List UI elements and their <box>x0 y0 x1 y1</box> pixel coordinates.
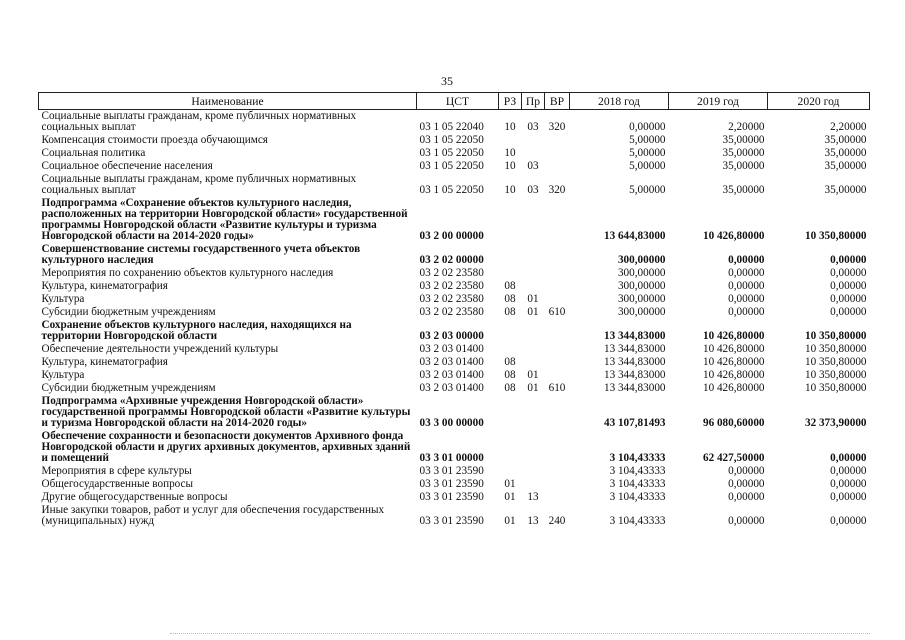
row-value-2018: 3 104,43333 <box>609 491 666 503</box>
row-value-2018: 13 344,83000 <box>603 356 666 368</box>
row-vr <box>545 465 570 478</box>
row-name: Сохранение объектов культурного наследия, находящихся на территории Новгородской области <box>41 319 352 342</box>
row-name: Совершенствование системы государственного учета объектов культурного наследия <box>41 243 361 266</box>
row-name: Социальная политика <box>41 147 146 159</box>
row-name: Общегосударственные вопросы <box>41 478 194 490</box>
table-row <box>39 319 870 343</box>
row-value-2020: 0,00000 <box>830 267 867 279</box>
table-row <box>39 243 870 267</box>
col-header-2020: 2020 год <box>768 93 870 110</box>
row-cst: 03 2 02 00000 <box>419 254 484 266</box>
row-vr <box>545 395 570 430</box>
row-value-2019: 2,20000 <box>728 121 765 133</box>
row-pr: 03 <box>527 184 539 196</box>
row-pr: 01 <box>527 382 539 394</box>
row-vr: 610 <box>548 306 566 318</box>
row-rz: 10 <box>504 121 516 133</box>
row-cst: 03 2 02 23580 <box>419 293 484 305</box>
row-rz: 08 <box>504 306 516 318</box>
row-value-2020: 0,00000 <box>830 478 867 490</box>
row-value-2018: 43 107,81493 <box>603 417 666 429</box>
row-pr: 01 <box>527 369 539 381</box>
table-row <box>39 491 870 504</box>
row-rz: 01 <box>504 491 516 503</box>
row-pr <box>522 280 545 293</box>
table-row <box>39 504 870 528</box>
table-row <box>39 356 870 369</box>
row-vr <box>545 319 570 343</box>
table-row <box>39 134 870 147</box>
row-vr <box>545 293 570 306</box>
col-header-name: Наименование <box>39 93 417 110</box>
table-row <box>39 197 870 243</box>
table-header-row <box>39 93 870 110</box>
table-row <box>39 465 870 478</box>
row-value-2020: 10 350,80000 <box>804 369 867 381</box>
row-rz: 10 <box>504 184 516 196</box>
col-header-cst: ЦСТ <box>417 93 499 110</box>
row-rz: 10 <box>504 147 516 159</box>
row-pr <box>522 147 545 160</box>
row-name: Субсидии бюджетным учреждениям <box>41 306 216 318</box>
row-vr <box>545 369 570 382</box>
row-name: Компенсация стоимости проезда обучающимся <box>41 134 268 146</box>
row-value-2019: 96 080,60000 <box>702 417 765 429</box>
row-pr <box>522 356 545 369</box>
row-name: Культура, кинематография <box>41 280 168 292</box>
row-pr: 13 <box>527 491 539 503</box>
row-name: Другие общегосударственные вопросы <box>41 491 228 503</box>
table-row <box>39 267 870 280</box>
row-value-2020: 10 350,80000 <box>804 343 867 355</box>
row-value-2020: 0,00000 <box>830 306 867 318</box>
row-rz <box>499 243 522 267</box>
row-vr <box>545 134 570 147</box>
row-rz <box>499 430 522 465</box>
row-value-2019: 0,00000 <box>728 267 765 279</box>
row-name: Мероприятия по сохранению объектов культурного наследия <box>41 267 334 279</box>
row-value-2018: 300,00000 <box>617 254 666 266</box>
row-value-2020: 10 350,80000 <box>804 382 867 394</box>
row-value-2020: 0,00000 <box>830 452 867 464</box>
row-name: Культура <box>41 293 85 305</box>
row-value-2020: 2,20000 <box>830 121 867 133</box>
table-row <box>39 343 870 356</box>
row-rz <box>499 343 522 356</box>
row-value-2019: 0,00000 <box>728 306 765 318</box>
table-row <box>39 293 870 306</box>
row-pr: 01 <box>527 293 539 305</box>
row-value-2018: 3 104,43333 <box>609 515 666 527</box>
row-value-2020: 0,00000 <box>830 293 867 305</box>
row-name: Культура <box>41 369 85 381</box>
row-pr <box>522 395 545 430</box>
row-rz: 08 <box>504 280 516 292</box>
row-value-2018: 3 104,43333 <box>609 465 666 477</box>
row-vr <box>545 267 570 280</box>
row-value-2020: 32 373,90000 <box>804 417 867 429</box>
row-value-2018: 13 344,83000 <box>603 330 666 342</box>
row-vr <box>545 430 570 465</box>
row-rz: 08 <box>504 369 516 381</box>
row-cst: 03 2 03 01400 <box>419 382 484 394</box>
row-pr <box>522 243 545 267</box>
row-pr <box>522 197 545 243</box>
row-value-2019: 0,00000 <box>728 491 765 503</box>
table-row <box>39 395 870 430</box>
row-value-2020: 35,00000 <box>824 134 867 146</box>
row-vr <box>545 243 570 267</box>
row-value-2018: 5,00000 <box>629 160 666 172</box>
row-value-2019: 0,00000 <box>728 515 765 527</box>
row-rz <box>499 395 522 430</box>
col-header-rz: РЗ <box>499 93 522 110</box>
row-value-2020: 35,00000 <box>824 160 867 172</box>
row-value-2020: 0,00000 <box>830 491 867 503</box>
row-pr <box>522 465 545 478</box>
row-vr: 320 <box>548 121 566 133</box>
row-vr <box>545 491 570 504</box>
row-pr <box>522 343 545 356</box>
row-cst: 03 1 05 22050 <box>419 134 484 146</box>
row-pr: 03 <box>527 121 539 133</box>
row-cst: 03 2 03 00000 <box>419 330 484 342</box>
row-cst: 03 1 05 22050 <box>419 147 484 159</box>
row-value-2019: 10 426,80000 <box>702 356 765 368</box>
col-header-pr: Пр <box>522 93 545 110</box>
row-value-2019: 35,00000 <box>722 147 765 159</box>
row-vr <box>545 197 570 243</box>
row-value-2020: 0,00000 <box>830 515 867 527</box>
row-value-2018: 5,00000 <box>629 147 666 159</box>
row-name: Социальные выплаты гражданам, кроме публичных нормативных социальных выплат <box>41 110 357 133</box>
row-value-2018: 0,00000 <box>629 121 666 133</box>
row-pr <box>522 430 545 465</box>
row-name: Иные закупки товаров, работ и услуг для обеспечения государственных (муниципальных) нужд <box>41 504 385 527</box>
row-value-2018: 3 104,43333 <box>609 478 666 490</box>
row-pr <box>522 267 545 280</box>
col-header-2018: 2018 год <box>570 93 669 110</box>
row-value-2019: 0,00000 <box>728 254 765 266</box>
row-name: Социальное обеспечение населения <box>41 160 213 172</box>
row-pr <box>522 478 545 491</box>
row-cst: 03 2 02 23580 <box>419 267 484 279</box>
row-value-2020: 35,00000 <box>824 147 867 159</box>
row-vr <box>545 160 570 173</box>
row-cst: 03 3 01 23590 <box>419 491 484 503</box>
row-value-2018: 13 344,83000 <box>603 382 666 394</box>
row-value-2019: 10 426,80000 <box>702 369 765 381</box>
col-header-vr: ВР <box>545 93 570 110</box>
row-pr: 01 <box>527 306 539 318</box>
row-value-2018: 13 644,83000 <box>603 230 666 242</box>
row-cst: 03 1 05 22040 <box>419 121 484 133</box>
row-name: Подпрограмма «Архивные учреждения Новгородской области» государственной программы Новгородской области «Развитие культуры и туризма Новгородской области на 2014-2020 годы» <box>41 395 411 429</box>
row-vr: 610 <box>548 382 566 394</box>
row-value-2020: 0,00000 <box>830 254 867 266</box>
table-row <box>39 430 870 465</box>
row-value-2020: 0,00000 <box>830 465 867 477</box>
table-row <box>39 382 870 395</box>
budget-table <box>38 92 870 528</box>
row-cst: 03 2 00 00000 <box>419 230 484 242</box>
row-value-2018: 3 104,43333 <box>609 452 666 464</box>
row-value-2018: 5,00000 <box>629 134 666 146</box>
row-vr: 320 <box>548 184 566 196</box>
row-value-2019: 10 426,80000 <box>702 230 765 242</box>
row-value-2020: 10 350,80000 <box>804 230 867 242</box>
row-value-2019: 10 426,80000 <box>702 382 765 394</box>
row-value-2019: 35,00000 <box>722 184 765 196</box>
row-rz: 01 <box>504 515 516 527</box>
row-cst: 03 1 05 22050 <box>419 184 484 196</box>
row-cst: 03 2 02 23580 <box>419 306 484 318</box>
row-value-2020: 0,00000 <box>830 280 867 292</box>
row-cst: 03 3 01 23590 <box>419 478 484 490</box>
row-rz: 10 <box>504 160 516 172</box>
row-rz: 08 <box>504 382 516 394</box>
row-value-2019: 10 426,80000 <box>702 343 765 355</box>
row-rz <box>499 197 522 243</box>
row-value-2018: 13 344,83000 <box>603 369 666 381</box>
row-value-2020: 10 350,80000 <box>804 356 867 368</box>
row-name: Субсидии бюджетным учреждениям <box>41 382 216 394</box>
table-body <box>39 110 870 529</box>
row-rz <box>499 465 522 478</box>
row-vr <box>545 343 570 356</box>
row-pr <box>522 319 545 343</box>
row-value-2018: 300,00000 <box>617 280 666 292</box>
table-row <box>39 280 870 293</box>
row-value-2019: 0,00000 <box>728 280 765 292</box>
row-value-2019: 62 427,50000 <box>702 452 765 464</box>
table-row <box>39 147 870 160</box>
row-vr: 240 <box>548 515 566 527</box>
row-value-2019: 35,00000 <box>722 134 765 146</box>
page-number: 35 <box>441 74 453 88</box>
row-value-2018: 300,00000 <box>617 267 666 279</box>
row-vr <box>545 147 570 160</box>
row-pr <box>522 134 545 147</box>
row-name: Обеспечение деятельности учреждений культуры <box>41 343 279 355</box>
row-name: Обеспечение сохранности и безопасности документов Архивного фонда Новгородской области и других архивных документов, архивных зданий и помещений <box>41 430 411 464</box>
row-pr: 13 <box>527 515 539 527</box>
row-value-2018: 13 344,83000 <box>603 343 666 355</box>
row-rz: 08 <box>504 293 516 305</box>
row-rz: 08 <box>504 356 516 368</box>
row-cst: 03 2 03 01400 <box>419 343 484 355</box>
row-vr <box>545 356 570 369</box>
scan-artifact-line <box>170 633 870 636</box>
col-header-2019: 2019 год <box>669 93 768 110</box>
row-value-2020: 10 350,80000 <box>804 330 867 342</box>
row-name: Социальные выплаты гражданам, кроме публичных нормативных социальных выплат <box>41 173 357 196</box>
row-rz <box>499 319 522 343</box>
row-cst: 03 2 03 01400 <box>419 369 484 381</box>
table-row <box>39 369 870 382</box>
row-cst: 03 2 02 23580 <box>419 280 484 292</box>
row-cst: 03 2 03 01400 <box>419 356 484 368</box>
row-cst: 03 3 01 23590 <box>419 515 484 527</box>
row-vr <box>545 478 570 491</box>
row-name: Подпрограмма «Сохранение объектов культурного наследия, расположенных на территории Новгородской области» государственной программы Новгородской области «Развитие культуры и туризма Новгородской области на 2014-2020 годы» <box>41 197 408 242</box>
row-rz: 01 <box>504 478 516 490</box>
table-row <box>39 173 870 197</box>
row-value-2020: 35,00000 <box>824 184 867 196</box>
row-value-2019: 0,00000 <box>728 478 765 490</box>
row-vr <box>545 280 570 293</box>
row-cst: 03 3 01 00000 <box>419 452 484 464</box>
row-value-2018: 300,00000 <box>617 293 666 305</box>
row-rz <box>499 267 522 280</box>
row-rz <box>499 134 522 147</box>
row-value-2019: 10 426,80000 <box>702 330 765 342</box>
table-row <box>39 306 870 319</box>
row-pr: 03 <box>527 160 539 172</box>
table-row <box>39 478 870 491</box>
row-value-2019: 0,00000 <box>728 465 765 477</box>
row-name: Культура, кинематография <box>41 356 168 368</box>
row-value-2018: 5,00000 <box>629 184 666 196</box>
row-value-2018: 300,00000 <box>617 306 666 318</box>
table-row <box>39 110 870 135</box>
row-name: Мероприятия в сфере культуры <box>41 465 192 477</box>
row-value-2019: 0,00000 <box>728 293 765 305</box>
row-cst: 03 1 05 22050 <box>419 160 484 172</box>
row-cst: 03 3 01 23590 <box>419 465 484 477</box>
row-cst: 03 3 00 00000 <box>419 417 484 429</box>
row-value-2019: 35,00000 <box>722 160 765 172</box>
table-row <box>39 160 870 173</box>
